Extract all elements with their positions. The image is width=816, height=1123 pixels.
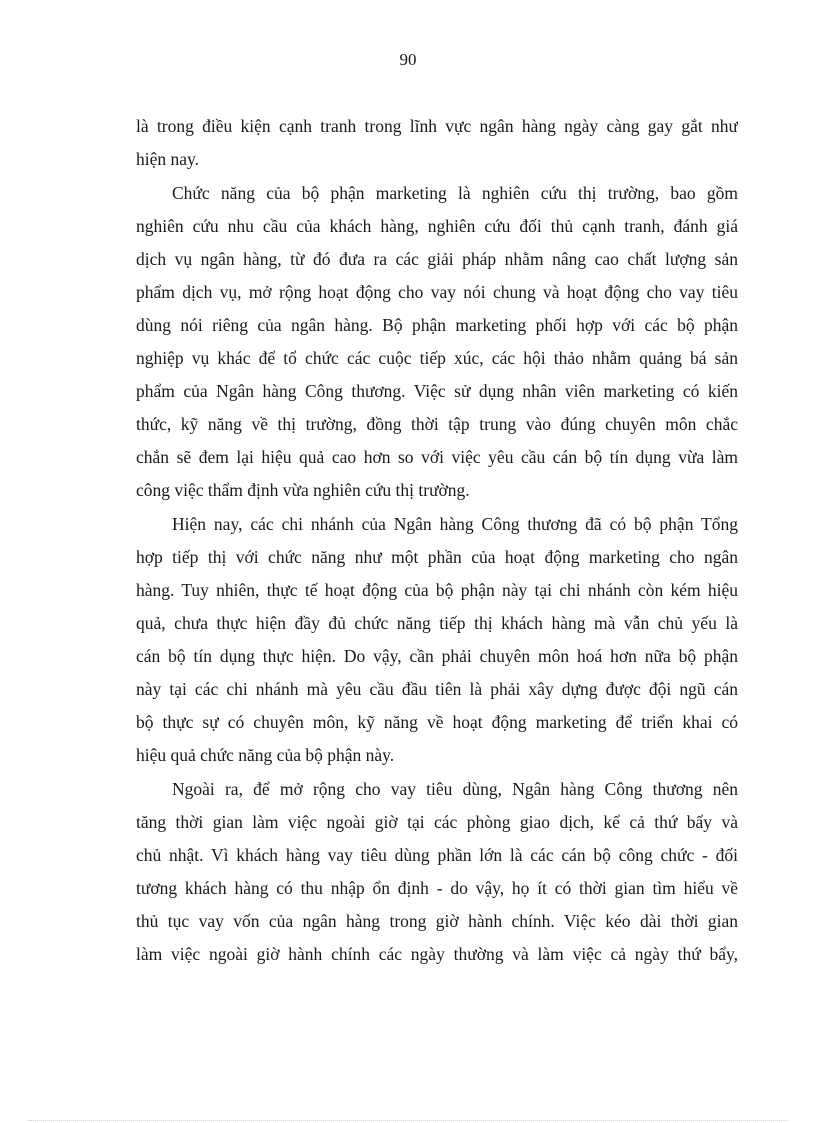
- text-line: Ngoài ra, để mở rộng cho vay tiêu dùng, Ngân hàng Công thương nên: [172, 779, 738, 799]
- text-line: thức, kỹ năng về thị trường, đồng thời tập trung vào đúng chuyên môn chắc: [136, 414, 738, 434]
- paragraph: [136, 509, 738, 773]
- text-line: nghiên cứu nhu cầu của khách hàng, nghiên cứu đối thủ cạnh tranh, đánh giá: [136, 216, 738, 236]
- text-line: chủ nhật. Vì khách hàng vay tiêu dùng phần lớn là các cán bộ công chức - đối: [136, 845, 738, 865]
- text-line: tương khách hàng có thu nhập ổn định - do vậy, họ ít có thời gian tìm hiểu về: [136, 878, 738, 898]
- text-line: phẩm dịch vụ, mở rộng hoạt động cho vay nói chung và hoạt động cho vay tiêu: [136, 282, 738, 302]
- text-line: hàng. Tuy nhiên, thực tế hoạt động của bộ phận này tại chi nhánh còn kém hiệu: [136, 580, 738, 600]
- text-line: là trong điều kiện cạnh tranh trong lĩnh vực ngân hàng ngày càng gay gắt như: [136, 116, 738, 136]
- text-line: nghiệp vụ khác để tổ chức các cuộc tiếp xúc, các hội thảo nhằm quảng bá sản: [136, 348, 738, 368]
- text-line: này tại các chi nhánh mà yêu cầu đầu tiên là phải xây dựng được đội ngũ cán: [136, 679, 738, 699]
- text-line: công việc thẩm định vừa nghiên cứu thị trường.: [136, 480, 470, 500]
- text-line: thủ tục vay vốn của ngân hàng trong giờ hành chính. Việc kéo dài thời gian: [136, 911, 738, 931]
- text-line: làm việc ngoài giờ hành chính các ngày thường và làm việc cả ngày thứ bẩy,: [136, 944, 738, 964]
- text-line: cán bộ tín dụng thực hiện. Do vậy, cần phải chuyên môn hoá hơn nữa bộ phận: [136, 646, 738, 666]
- text-line: phẩm của Ngân hàng Công thương. Việc sử dụng nhân viên marketing có kiến: [136, 381, 738, 401]
- page-number: 90: [399, 50, 417, 69]
- paragraph: [136, 774, 738, 972]
- text-line: hiệu quả chức năng của bộ phận này.: [136, 745, 395, 765]
- text-line: bộ thực sự có chuyên môn, kỹ năng về hoạt động marketing để triển khai có: [136, 712, 738, 732]
- text-line: dùng nói riêng của ngân hàng. Bộ phận marketing phối hợp với các bộ phận: [136, 315, 738, 335]
- text-line: hợp tiếp thị với chức năng như một phần của hoạt động marketing cho ngân: [136, 547, 738, 567]
- text-line: tăng thời gian làm việc ngoài giờ tại các phòng giao dịch, kể cả thứ bẩy và: [136, 812, 738, 832]
- text-line: chắn sẽ đem lại hiệu quả cao hơn so với việc yêu cầu cán bộ tín dụng vừa làm: [136, 447, 738, 467]
- document-body: [136, 111, 738, 972]
- text-line: Chức năng của bộ phận marketing là nghiên cứu thị trường, bao gồm: [172, 183, 738, 203]
- paragraph: [136, 111, 738, 177]
- text-line: hiện nay.: [136, 149, 200, 169]
- text-line: dịch vụ ngân hàng, từ đó đưa ra các giải pháp nhằm nâng cao chất lượng sản: [136, 249, 738, 269]
- text-line: Hiện nay, các chi nhánh của Ngân hàng Công thương đã có bộ phận Tổng: [172, 514, 738, 534]
- text-line: quả, chưa thực hiện đầy đủ chức năng tiếp thị khách hàng mà vẫn chủ yếu là: [136, 613, 738, 633]
- paragraph: [136, 178, 738, 508]
- page-bottom-divider: [28, 1120, 788, 1121]
